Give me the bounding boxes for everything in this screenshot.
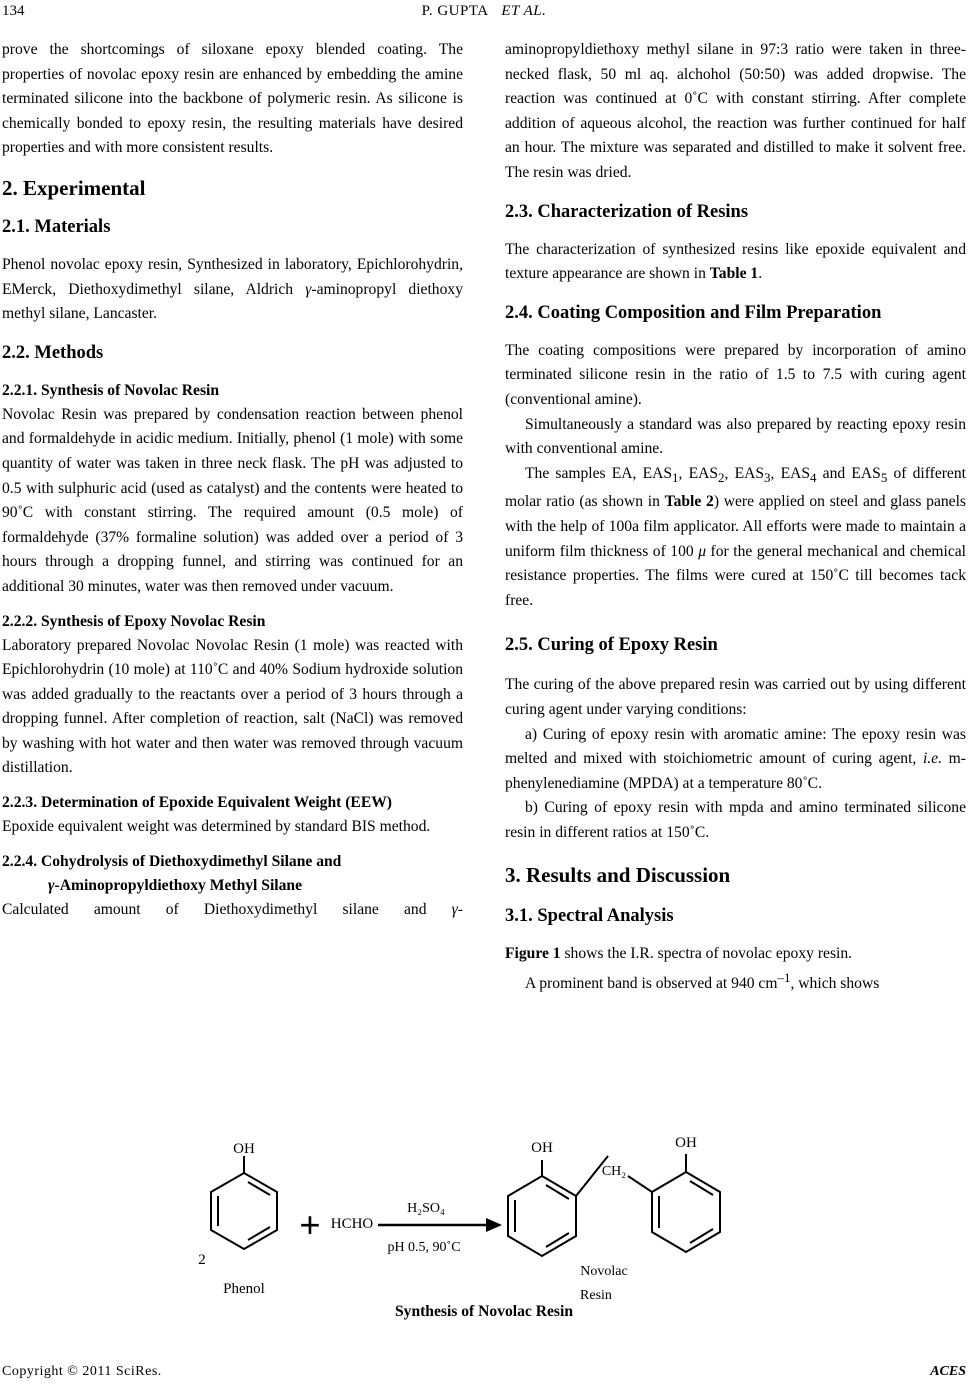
coating-paragraph-1: The coating compositions were prepared by incorporation of amino terminated silicone resin in the ratio of 1.5 to 7.5 with curing agent (conventional amine). <box>505 341 966 408</box>
reaction-scheme <box>180 1096 697 1328</box>
gamma-symbol: γ <box>451 900 458 918</box>
section-results-heading: 3. Results and Discussion <box>505 862 731 887</box>
methods-heading: 2.2. Methods <box>2 342 104 363</box>
left-column <box>2 38 463 922</box>
spectral-paragraph-2: A prominent band is observed at 940 $cm^{-1}$, which shows <box>525 970 880 993</box>
novolac-ring-1 <box>508 1156 608 1256</box>
mu-symbol: μ <box>698 542 707 560</box>
characterization-heading: 2.3. Characterization of Resins <box>505 201 749 222</box>
spectral-paragraph-1: Figure 1 shows the I.R. spectra of novolac epoxy resin. <box>505 944 853 962</box>
intro-paragraph: prove the shortcomings of siloxane epoxy blended coating. The properties of novolac epoxy resin are enhanced by embedding the amine terminated silicone into the backbone of polymeric resin. As silicone is chemically bonded to epoxy resin, the resulting materials have desired properties and with more consistent results. <box>2 41 463 157</box>
coating-paragraph-2: Simultaneously a standard was also prepared by reacting epoxy resin with conventional amine. <box>505 415 966 458</box>
cohydrolysis-paragraph: Calculated amount of Diethoxydimethyl silane and γ- <box>2 900 463 918</box>
phenol-oh-label: OH <box>233 1141 255 1157</box>
eew-paragraph: Epoxide equivalent weight was determined by standard BIS method. <box>2 818 431 836</box>
curing-paragraph-2: a) Curing of epoxy resin with aromatic amine: The epoxy resin was melted and mixed with stoichiometric amount of curing agent, i.e. m-phenylenediamine (MPDA) at a temperature 80˚C. <box>505 725 966 792</box>
spectral-analysis-heading: 3.1. Spectral Analysis <box>505 905 674 926</box>
running-head-author: P. GUPTA <box>421 3 489 19</box>
running-head <box>2 3 966 20</box>
table-1-ref: Table 1 <box>709 265 759 283</box>
phenol-ring <box>211 1156 277 1249</box>
cohydrolysis-continuation-paragraph: aminopropyldiethoxy methyl silane in 97:3 ratio were taken in three-necked flask, 50 ml aq. alchohol (50:50) was added dropwise. The reaction was continued at 0˚C with constant stirring. After complete addition of aqueous alcohol, the reaction was further continued for half an hour. The mixture was separated and distilled to make it solvent free. The resin was dried. <box>505 41 966 181</box>
phenol-coefficient: 2 <box>198 1252 206 1268</box>
running-head-etal: ET AL. <box>501 3 547 19</box>
novolac-oh-1: OH <box>531 1140 553 1156</box>
novolac-label-line1: Novolac <box>580 1264 628 1279</box>
hcho-label: HCHO <box>330 1216 374 1232</box>
journal-name: ACES <box>930 1364 966 1379</box>
page-header <box>2 3 966 25</box>
right-column <box>505 38 966 997</box>
reaction-scheme-svg <box>180 1096 697 1328</box>
materials-paragraph: Phenol novolac epoxy resin, Synthesized in laboratory, Epichlorohydrin, EMerck, Diethoxydimethyl silane, Aldrich γ-aminopropyl diethoxy methyl silane, Lancaster. <box>2 255 463 323</box>
page-number: 134 <box>2 3 25 19</box>
novolac-ring-2 <box>628 1154 720 1252</box>
curing-heading: 2.5. Curing of Epoxy Resin <box>505 635 718 656</box>
novolac-synthesis-paragraph: Novolac Resin was prepared by condensation reaction between phenol and formaldehyde in acidic medium. Initially, phenol (1 mole) with some quantity of water was taken in three neck flask. The pH was adjusted to 0.5 with sulphuric acid (used as catalyst) and the contents were heated to 90˚C with constant stirring. The required amount (0.5 mole) of formaldehyde (37% formaline solution) was added over a period of 3 hours through a dropping funnel, and stirring was continued for an additional 30 minutes, water was then removed under vacuum. <box>2 405 463 595</box>
subsection-222-heading: 2.2.2. Synthesis of Epoxy Novolac Resin <box>2 612 266 630</box>
figure-1-ref: Figure 1 <box>505 944 561 962</box>
phenol-label: Phenol <box>223 1281 265 1297</box>
novolac-label-line2: Resin <box>580 1288 612 1303</box>
coating-paragraph-3: The samples EA, $EAS_1$, $EAS_2$, $EAS_3$, $EAS_4$ and $EAS_5$ of different molar ratio (as shown in Table 2) were applied on steel and glass panels with the help of 100a film applicator. All efforts were made to maintain a uniform film thickness of 100 μ for the general mechanical and chemical resistance properties. The films were cured at 150˚C till becomes tack free. <box>505 464 966 609</box>
novolac-oh-2: OH <box>675 1135 697 1151</box>
gamma-symbol: γ <box>305 280 312 298</box>
materials-heading: 2.1. Materials <box>2 216 111 237</box>
gamma-symbol: γ <box>48 876 55 894</box>
subsection-223-heading: 2.2.3. Determination of Epoxide Equivalent Weight (EEW) <box>2 794 393 812</box>
copyright-text: Copyright © 2011 SciRes. <box>2 1364 162 1379</box>
curing-paragraph-1: The curing of the above prepared resin was carried out by using different curing agent under varying conditions: <box>505 676 966 718</box>
figure-caption: Synthesis of Novolac Resin <box>394 1303 574 1320</box>
subsection-224-heading: 2.2.4. Cohydrolysis of Diethoxydimethyl Silane and γ-Aminopropyldiethoxy Methyl Silane <box>2 852 342 894</box>
subsection-221-heading: 2.2.1. Synthesis of Novolac Resin <box>2 381 220 399</box>
section-experimental-heading: 2. Experimental <box>2 175 146 200</box>
conditions-label: pH 0.5, 90˚C <box>387 1240 461 1255</box>
curing-paragraph-3: b) Curing of epoxy resin with mpda and amino terminated silicone resin in different ratios at 150˚C. <box>505 799 966 841</box>
reagent-label: H₂SO₄ <box>407 1201 445 1216</box>
ch2-bridge-label: CH₂ <box>601 1164 627 1179</box>
plus-sign: + <box>299 1205 321 1247</box>
coating-composition-heading: 2.4. Coating Composition and Film Preparation <box>505 302 882 323</box>
table-2-ref: Table 2 <box>664 493 714 511</box>
characterization-paragraph: The characterization of synthesized resins like epoxide equivalent and texture appearance are shown in Table 1. <box>505 240 966 283</box>
epoxy-novolac-paragraph: Laboratory prepared Novolac Novolac Resin (1 mole) was reacted with Epichlorohydrin (10 mole) at 110˚C and 40% Sodium hydroxide solution was added gradually to the reactants over a period of 3 hours through a dropping funnel. After completion of reaction, salt (NaCl) was removed by washing with hot water and then water was removed through vacuum distillation. <box>2 636 463 777</box>
reaction-arrow <box>378 1218 502 1232</box>
